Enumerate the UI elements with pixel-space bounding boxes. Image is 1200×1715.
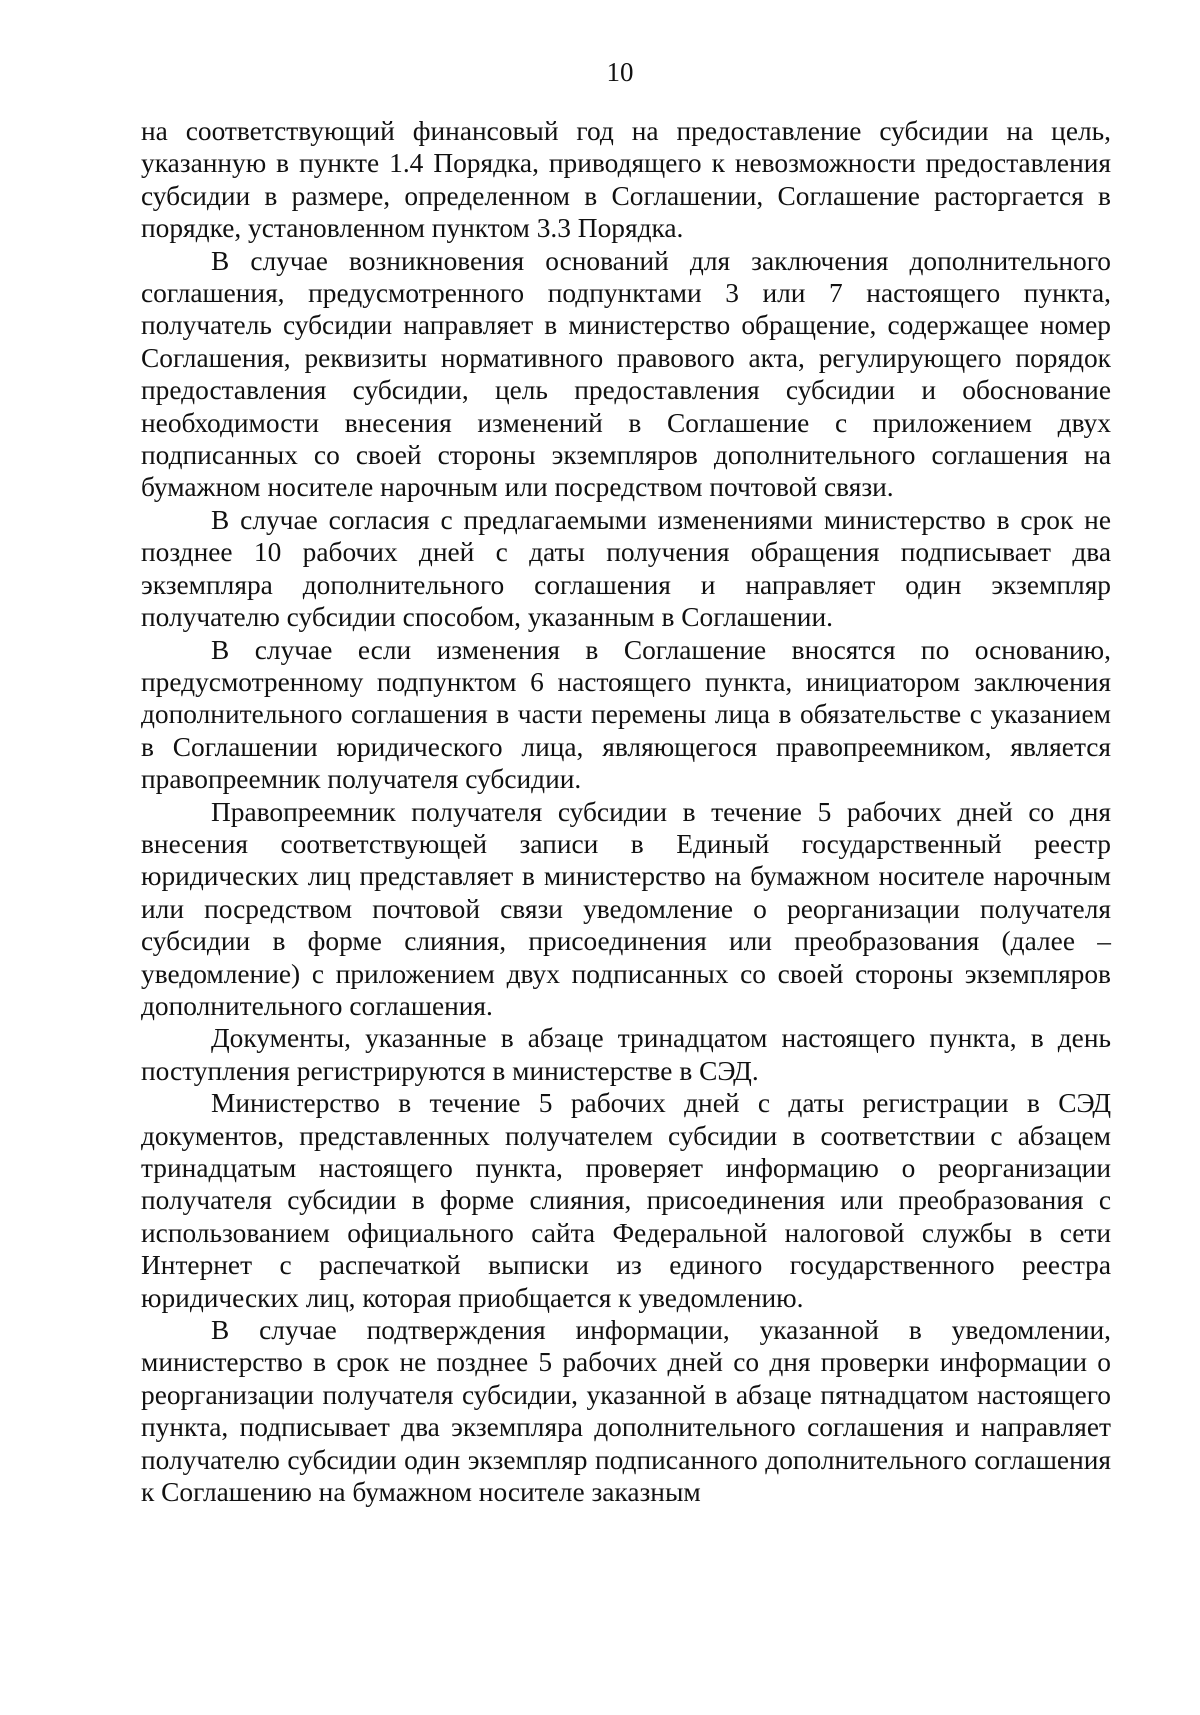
paragraph: В случае подтверждения информации, указанной в уведомлении, министерство в срок не позднее 5 рабочих дней со дня проверки информации о реорганизации получателя субсидии, указанной в абзаце пятнадцатом настоящего пункта, подписывает два экземпляра дополнительного соглашения и направляет получателю субсидии один экземпляр подписанного дополнительного соглашения к Соглашению на бумажном носителе заказным — [141, 1315, 1111, 1508]
paragraph-continuation: на соответствующий финансовый год на предоставление субсидии на цель, указанную в пункте 1.4 Порядка, приводящего к невозможности предоставления субсидии в размере, определенном в Соглашении, Соглашение расторгается в порядке, установленном пунктом 3.3 Порядка. — [141, 116, 1111, 244]
paragraph: В случае возникновения оснований для заключения дополнительного соглашения, предусмотренного подпунктами 3 или 7 настоящего пункта, получатель субсидии направляет в министерство обращение, содержащее номер Соглашения, реквизиты нормативного правового акта, регулирующего порядок предоставления субсидии, цель предоставления субсидии и обоснование необходимости внесения изменений в Соглашение с приложением двух подписанных со своей стороны экземпляров дополнительного соглашения на бумажном носителе нарочным или посредством почтовой связи. — [141, 245, 1111, 503]
document-body — [141, 115, 1111, 1508]
paragraph: В случае если изменения в Соглашение вносятся по основанию, предусмотренному подпунктом 6 настоящего пункта, инициатором заключения дополнительного соглашения в части перемены лица в обязательстве с указанием в Соглашении юридического лица, являющегося правопреемником, является правопреемник получателя субсидии. — [141, 634, 1111, 795]
paragraph: Правопреемник получателя субсидии в течение 5 рабочих дней со дня внесения соответствующей записи в Единый государственный реестр юридических лиц представляет в министерство на бумажном носителе нарочным или посредством почтовой связи уведомление о реорганизации получателя субсидии в форме слияния, присоединения или преобразования (далее – уведомление) с приложением двух подписанных со своей стороны экземпляров дополнительного соглашения. — [141, 796, 1111, 1021]
paragraph: В случае согласия с предлагаемыми изменениями министерство в срок не позднее 10 рабочих дней с даты получения обращения подписывает два экземпляра дополнительного соглашения и направляет один экземпляр получателю субсидии способом, указанным в Соглашении. — [141, 504, 1111, 633]
paragraph: Документы, указанные в абзаце тринадцатом настоящего пункта, в день поступления регистрируются в министерстве в СЭД. — [141, 1023, 1111, 1086]
paragraph: Министерство в течение 5 рабочих дней с даты регистрации в СЭД документов, представленных получателем субсидии в соответствии с абзацем тринадцатым настоящего пункта, проверяет информацию о реорганизации получателя субсидии в форме слияния, присоединения или преобразования с использованием официального сайта Федеральной налоговой службы в сети Интернет с распечаткой выписки из единого государственного реестра юридических лиц, которая приобщается к уведомлению. — [141, 1088, 1111, 1313]
page-number: 10 — [606, 57, 634, 87]
